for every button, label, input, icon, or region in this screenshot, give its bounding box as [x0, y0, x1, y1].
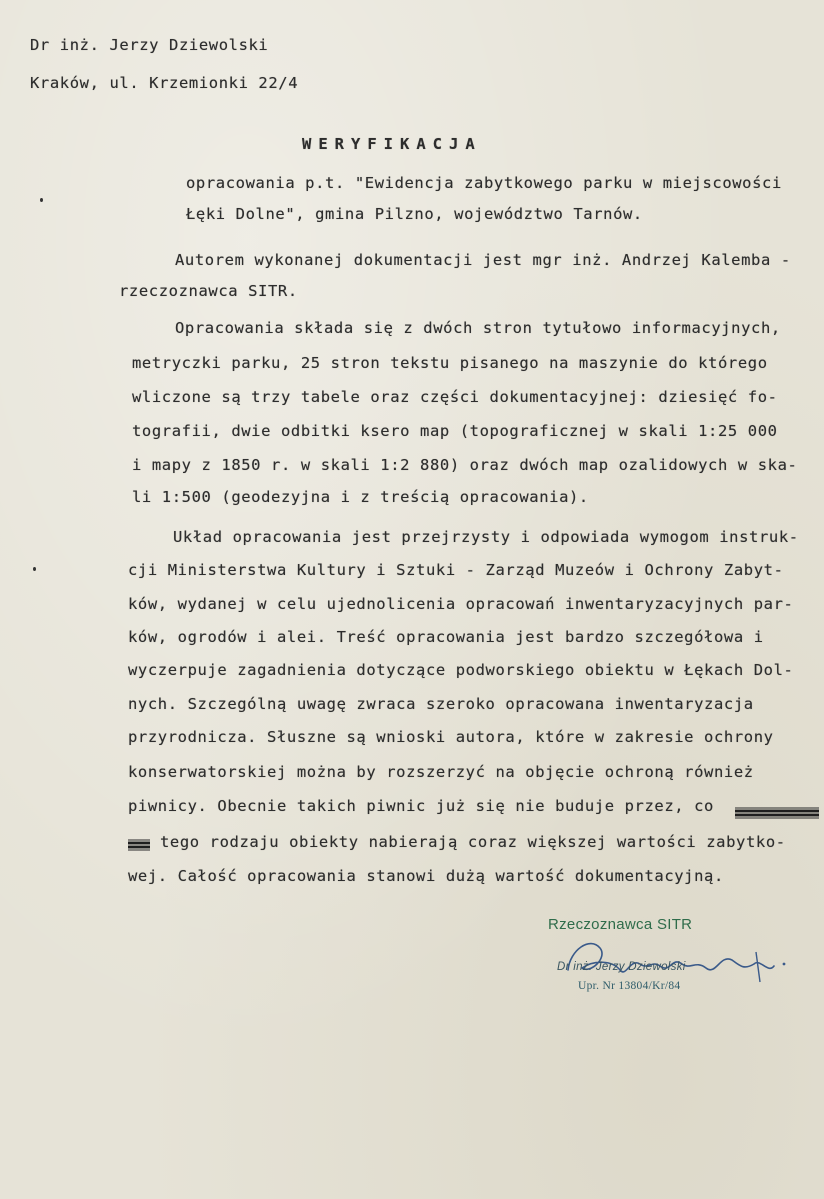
body-line: li 1:500 (geodezyjna i z treścią opracowania). — [132, 488, 589, 506]
body-line: Układ opracowania jest przejrzysty i odpowiada wymogom instruk- — [173, 528, 799, 546]
body-line: Łęki Dolne", gmina Pilzno, województwo Tarnów. — [186, 205, 643, 223]
body-line: ków, wydanej w celu ujednolicenia opracowań inwentaryzacyjnych par- — [128, 595, 794, 613]
author-name: Dr inż. Jerzy Dziewolski — [30, 36, 269, 54]
document-title: WERYFIKACJA — [302, 135, 482, 153]
author-address: Kraków, ul. Krzemionki 22/4 — [30, 74, 299, 92]
body-line: wliczone są trzy tabele oraz części dokumentacyjnej: dziesięć fo- — [132, 388, 778, 406]
body-line: Opracowania składa się z dwóch stron tytułowo informacyjnych, — [175, 319, 781, 337]
body-line: i mapy z 1850 r. w skali 1:2 880) oraz dwóch map ozalidowych w ska- — [132, 456, 798, 474]
paper-speck — [33, 567, 36, 571]
stamp-registration: Upr. Nr 13804/Kr/84 — [578, 980, 681, 992]
body-line: przyrodnicza. Słuszne są wnioski autora, które w zakresie ochrony — [128, 728, 774, 746]
stamp-name: Dr inż. Jerzy Dziewolski — [557, 961, 686, 973]
body-line: Autorem wykonanej dokumentacji jest mgr inż. Andrzej Kalemba - — [175, 251, 791, 269]
struck-out-word — [735, 805, 821, 821]
body-line: tografii, dwie odbitki ksero map (topograficznej w skali 1:25 000 — [132, 422, 778, 440]
body-line: piwnicy. Obecnie takich piwnic już się nie buduje przez, co — [128, 797, 714, 815]
body-line: wej. Całość opracowania stanowi dużą wartość dokumentacyjną. — [128, 867, 724, 885]
stamp-title: Rzeczoznawca SITR — [548, 916, 693, 933]
body-line: rzeczoznawca SITR. — [119, 282, 298, 300]
body-line: tego rodzaju obiekty nabierają coraz większej wartości zabytko- — [160, 833, 786, 851]
body-line: wyczerpuje zagadnienia dotyczące podworskiego obiektu w Łękach Dol- — [128, 661, 794, 679]
paper-speck — [40, 198, 43, 202]
body-line: cji Ministerstwa Kultury i Sztuki - Zarząd Muzeów i Ochrony Zabyt- — [128, 561, 784, 579]
body-line: metryczki parku, 25 stron tekstu pisanego na maszynie do którego — [132, 354, 768, 372]
body-line: konserwatorskiej można by rozszerzyć na objęcie ochroną również — [128, 763, 754, 781]
body-line: nych. Szczególną uwagę zwraca szeroko opracowana inwentaryzacja — [128, 695, 754, 713]
body-line: opracowania p.t. "Ewidencja zabytkowego parku w miejscowości — [186, 174, 782, 192]
body-line: ków, ogrodów i alei. Treść opracowania jest bardzo szczegółowa i — [128, 628, 764, 646]
struck-out-word — [128, 837, 152, 853]
